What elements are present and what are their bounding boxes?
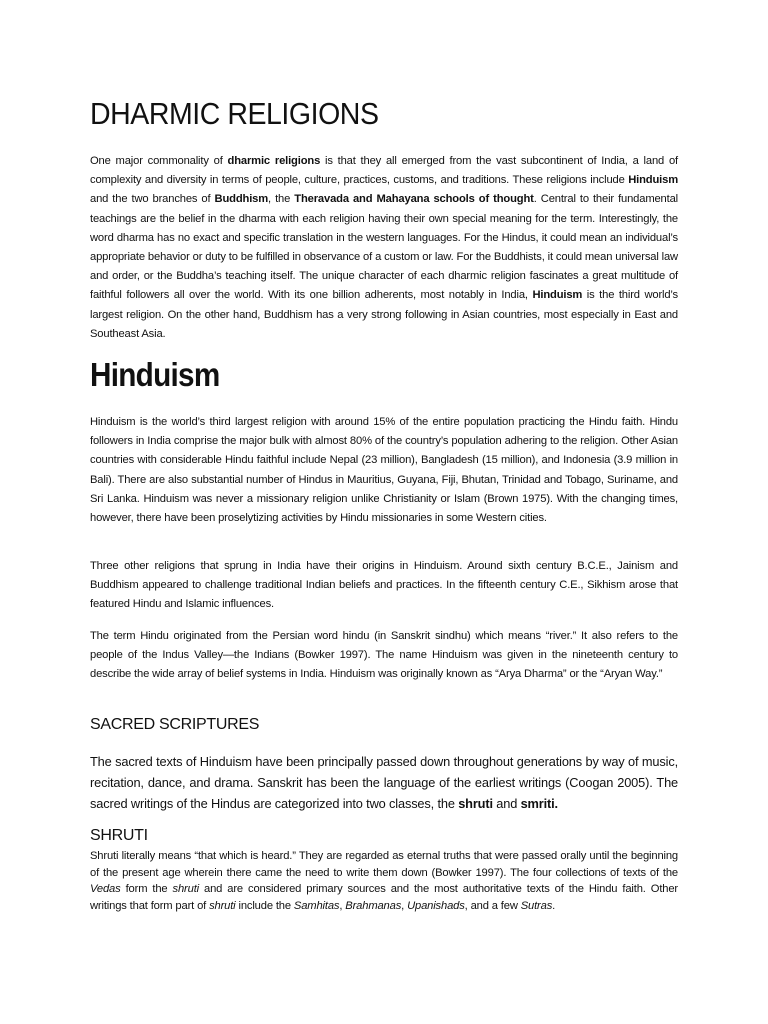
- intro-text: One major commonality of: [90, 155, 228, 167]
- shruti-text: ,: [339, 899, 346, 912]
- intro-text: . Central to their fundamental teachings are the belief in the dharma with each religion having their own special meaning for the term. Interestingly, the word dharma has no exact and specific translation in the western languages. For the Hindus, it could mean an individual’s appropriate behavior or duty to be fulfilled in observance of a custom or law. For the Buddhists, it could mean universal law and order, or the Buddha’s teaching itself. The unique character of each dharmic religion fascinates a great multitude of faithful followers all over the world. With its one billion adherents, most notably in India,: [90, 193, 678, 302]
- hinduism-paragraph-1: Hinduism is the world’s third largest religion with around 15% of the entire population practicing the Hindu faith. Hindu followers in India comprise the major bulk with almost 80% of the country’s population adhering to the religion. Other Asian countries with considerable Hindu faithful include Nepal (23 million), Bangladesh (15 million), and Indonesia (3.9 million in Bali). There are also substantial number of Hindus in Mauritius, Guyana, Fiji, Bhutan, Trinidad and Tobago, Suriname, and Sri Lanka. Hinduism was never a missionary religion unlike Christianity or Islam (Brown 1975). With the changing times, however, there have been proselytizing activities by Hindu missionaries in some Western cities.: [90, 416, 678, 525]
- keyword-schools-of-thought: Theravada and Mahayana schools of thought: [294, 193, 534, 206]
- shruti-text: ,: [401, 899, 408, 912]
- shruti-text: .: [552, 899, 556, 912]
- keyword-dharmic-religions: dharmic religions: [227, 155, 321, 167]
- scriptures-paragraph: [90, 751, 678, 814]
- shruti-text: form the: [120, 883, 173, 895]
- section-heading-sacred-scriptures: SACRED SCRIPTURES: [90, 716, 260, 733]
- intro-text: is that they all emerged from the vast subcontinent of India, a land of complexity and diversity in terms of people, culture, practices, customs, and traditions. These religions include: [90, 155, 678, 187]
- intro-paragraph: [90, 152, 678, 344]
- term-shruti: shruti: [209, 899, 236, 912]
- scriptures-text: The sacred texts of Hinduism have been principally passed down throughout generations by way of music, recitation, dance, and drama. Sanskrit has been the language of the earliest writings (Coogan 2005). The sacred writings of the Hindus are categorized into two classes, the: [90, 754, 678, 811]
- shruti-text: Shruti literally means “that which is heard.” They are regarded as eternal truths that were passed orally until the beginning of the present age wherein there came the need to write them down (Bowker 1997). The four collections of texts of the: [90, 850, 678, 879]
- shruti-paragraph: [90, 848, 678, 914]
- hinduism-paragraph-3: The term Hindu originated from the Persian word hindu (in Sanskrit sindhu) which means “river.” It also refers to the people of the Indus Valley—the Indians (Bowker 1997). The name Hinduism was given in the nineteenth century to describe the wide array of belief systems in India. Hinduism was originally known as “Arya Dharma” or the “Aryan Way.”: [90, 630, 678, 681]
- shruti-text: , and a few: [464, 899, 521, 912]
- keyword-smriti: smriti.: [520, 796, 558, 811]
- intro-text: and the two branches of: [90, 193, 215, 206]
- intro-text: , the: [268, 193, 295, 206]
- shruti-text: and are considered primary sources and the most authoritative texts of the Hindu faith. Other writings that form part of: [90, 883, 678, 912]
- scriptures-text: and: [492, 796, 521, 811]
- term-brahmanas: Brahmanas: [345, 899, 402, 912]
- term-sutras: Sutras: [520, 899, 553, 912]
- keyword-buddhism: Buddhism: [214, 193, 269, 206]
- term-samhitas: Samhitas: [293, 899, 340, 912]
- keyword-hinduism: Hinduism: [628, 174, 678, 187]
- term-vedas: Vedas: [90, 883, 121, 895]
- section-heading-shruti: SHRUTI: [90, 827, 148, 844]
- term-upanishads: Upanishads: [407, 899, 465, 912]
- term-shruti: shruti: [172, 883, 199, 895]
- intro-text: is the third world’s largest religion. On the other hand, Buddhism has a very strong following in Asian countries, most especially in East and Southeast Asia.: [90, 289, 679, 340]
- section-heading-hinduism: Hinduism: [90, 356, 220, 393]
- shruti-text: include the: [235, 899, 294, 912]
- keyword-shruti: shruti: [458, 796, 493, 811]
- hinduism-paragraph-2: Three other religions that sprung in India have their origins in Hinduism. Around sixth century B.C.E., Jainism and Buddhism appeared to challenge traditional Indian beliefs and practices. In the fifteenth century C.E., Sikhism arose that featured Hindu and Islamic influences.: [90, 560, 678, 611]
- keyword-hinduism: Hinduism: [532, 289, 583, 302]
- page-title: DHARMIC RELIGIONS: [90, 96, 379, 131]
